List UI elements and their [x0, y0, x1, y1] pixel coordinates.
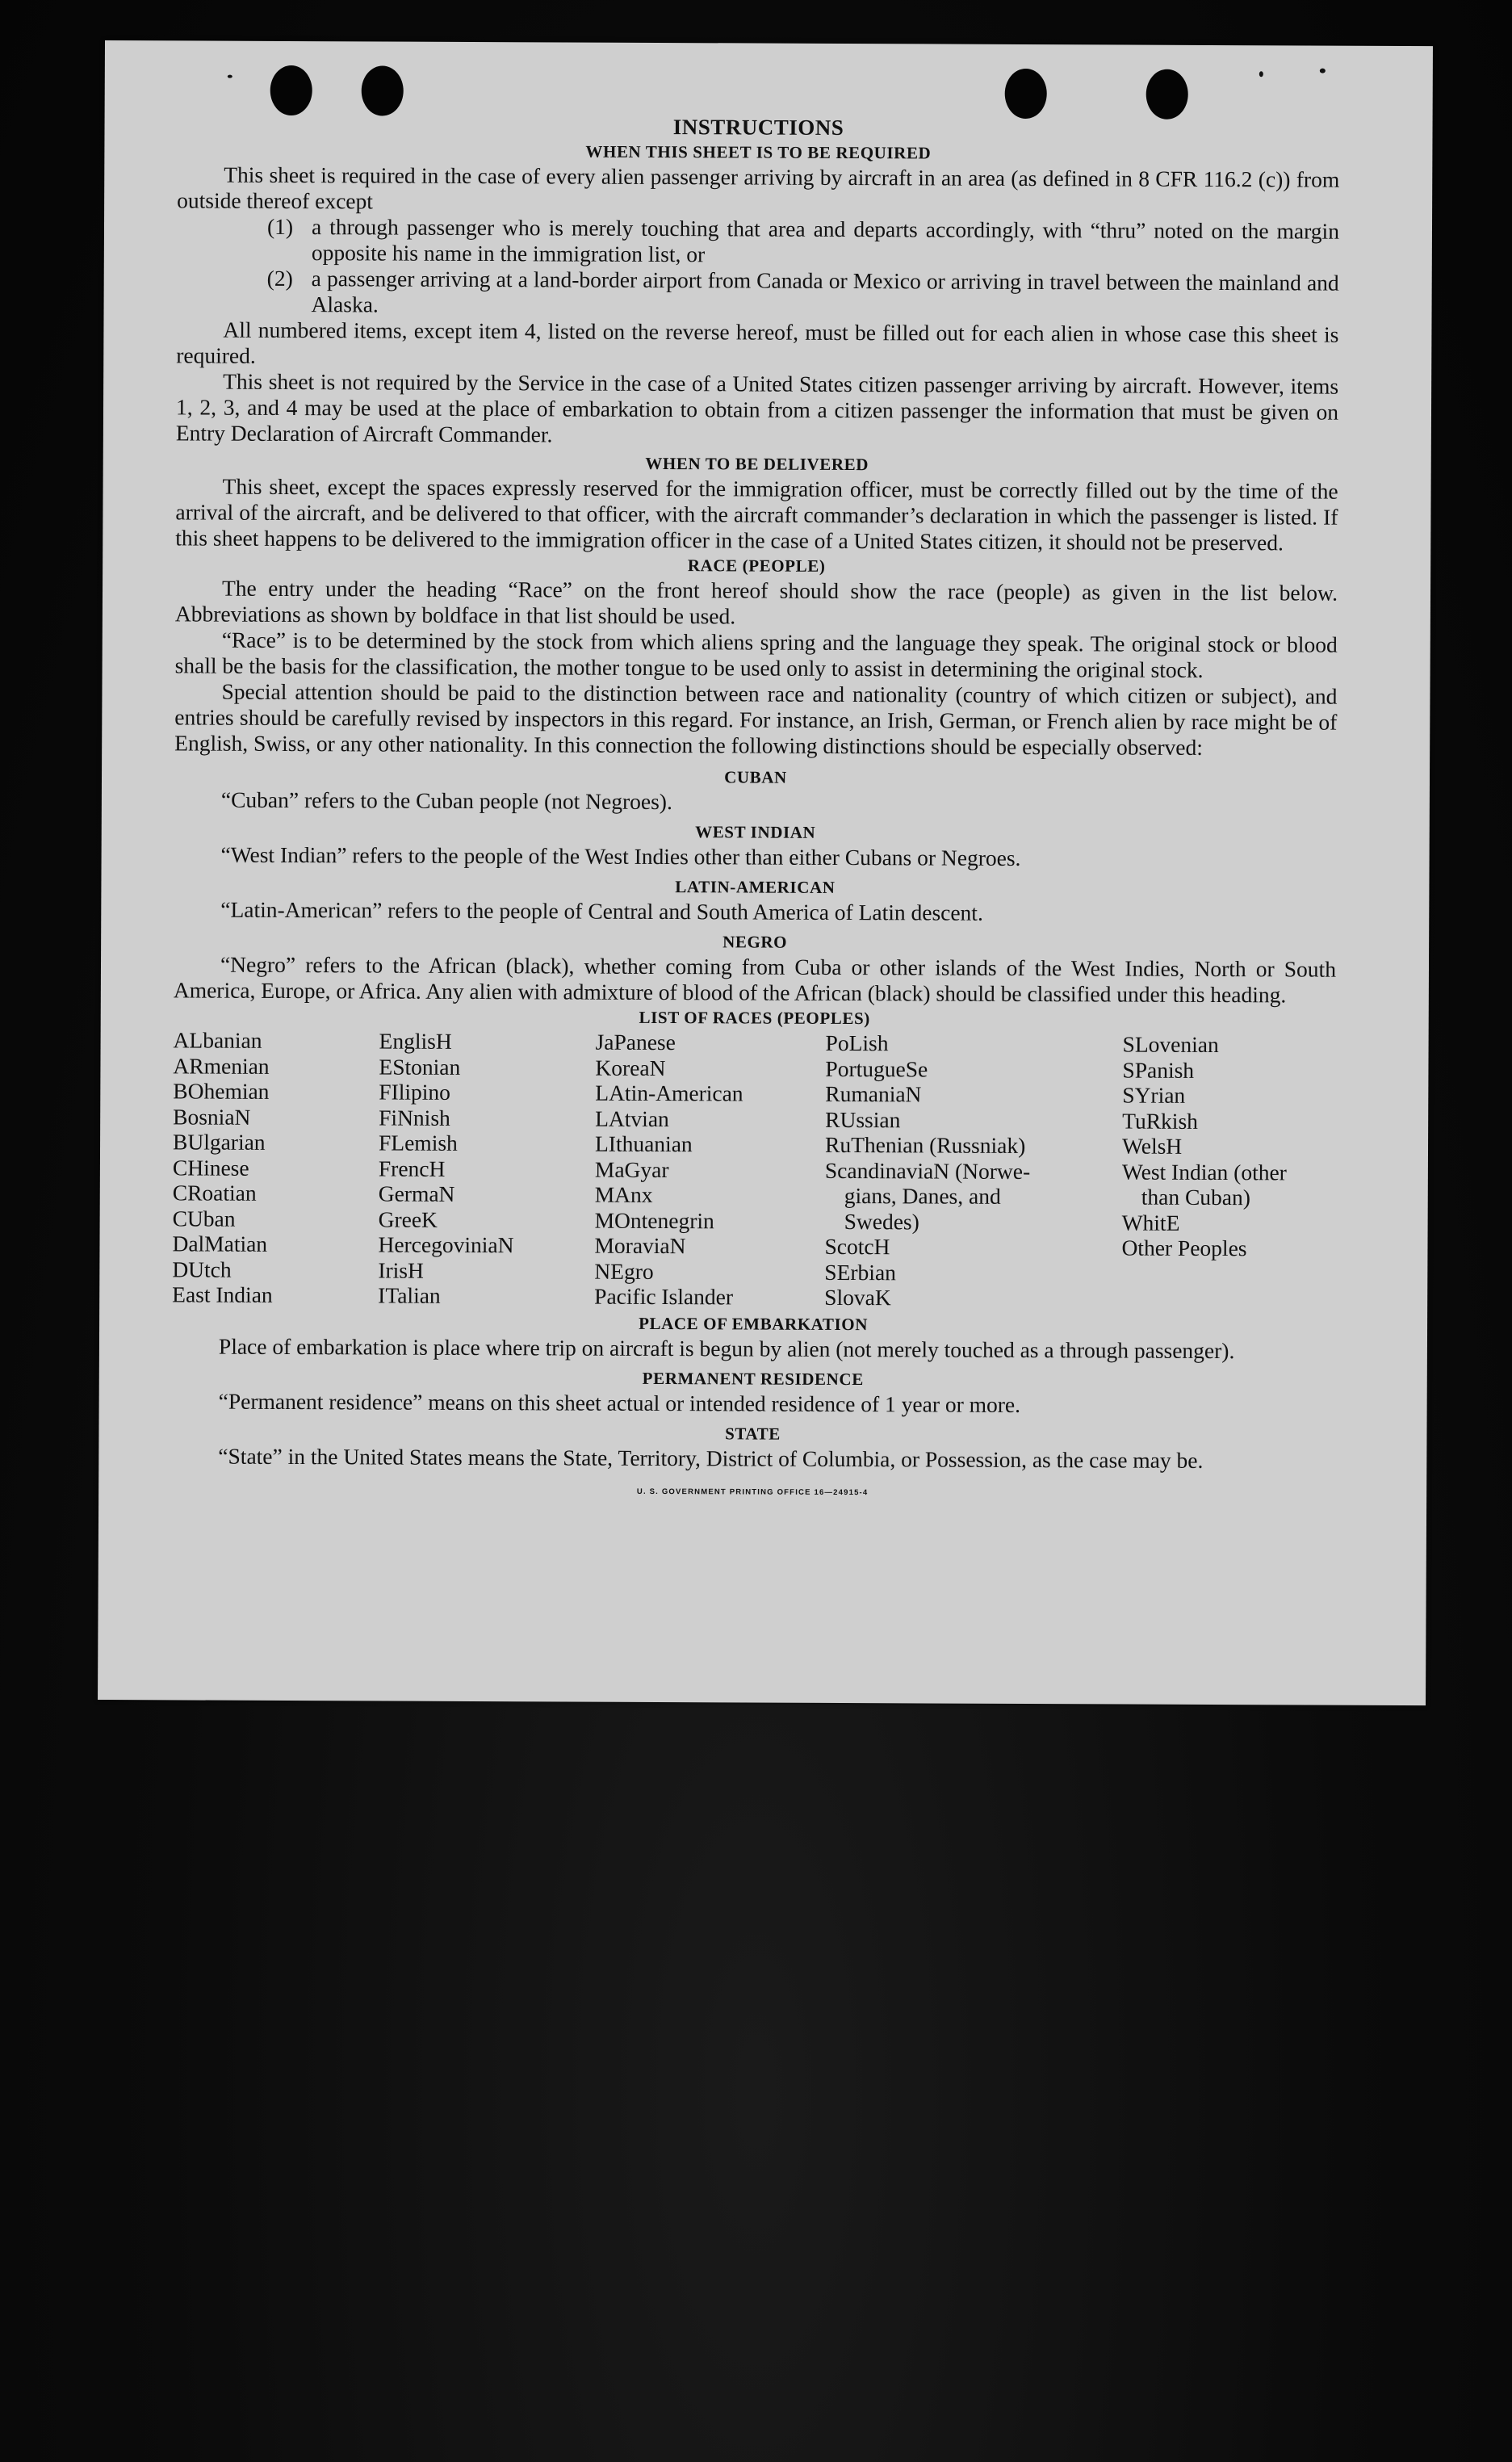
race-item: WelsH — [1121, 1133, 1183, 1159]
race-item: gians, Danes, and — [844, 1183, 1001, 1209]
race-item: LIthuanian — [594, 1130, 693, 1157]
race-item: KoreaN — [595, 1055, 666, 1080]
list-text: a passenger arriving at a land-border airport from Canada or Mexico or arriving in travel between the mainland and Alaska. — [311, 266, 1339, 317]
races-column — [594, 1030, 826, 1311]
race-item: ARmenian — [173, 1052, 270, 1079]
document-title: INSTRUCTIONS — [672, 115, 844, 140]
race-item: JaPanese — [595, 1029, 676, 1055]
dust-speck — [228, 75, 232, 78]
race-item: Pacific Islander — [594, 1283, 734, 1310]
races-column — [172, 1027, 379, 1308]
race-item: BOhemian — [173, 1078, 270, 1104]
race-item: than Cuban) — [1141, 1184, 1251, 1210]
race-item: BosniaN — [173, 1103, 251, 1130]
punch-hole — [270, 65, 312, 115]
definition-heading: WEST INDIAN — [695, 822, 816, 842]
race-item: LAtvian — [595, 1105, 669, 1131]
list-item — [177, 265, 1339, 321]
definition-heading: NEGRO — [722, 932, 788, 952]
races-column — [1121, 1032, 1336, 1313]
punch-hole — [1005, 69, 1047, 119]
dust-speck — [1259, 71, 1263, 77]
definition-heading: LATIN-AMERICAN — [675, 877, 836, 897]
race-item: SErbian — [824, 1259, 897, 1285]
definition-text: “Latin-American” refers to the people of Central and South America of Latin descent. — [220, 896, 983, 925]
races-column — [824, 1030, 1123, 1311]
race-item: MOntenegrin — [594, 1207, 714, 1233]
race-item: RumaniaN — [825, 1080, 922, 1107]
race-item: MoraviaN — [594, 1232, 686, 1259]
race-item: IrisH — [378, 1256, 424, 1283]
race-item: EStonian — [379, 1053, 461, 1080]
race-item: WhitE — [1121, 1210, 1180, 1235]
race-item: SLovenian — [1122, 1031, 1219, 1058]
paragraph: This sheet is required in the case of every alien passenger arriving by aircraft in an area (as defined in 8 CFR 116.2 (c)) from outside thereof except — [177, 161, 1340, 214]
paragraph: This sheet, except the spaces expressly reserved for the immigration officer, must be correctly filled out by the time of the arrival of the aircraft, and be delivered to that officer, with the aircraft commander’s declaration in which the passenger is listed. If this sheet happens to be delivered to the immigration officer in the case of a United States citizen, it should not be preserved. — [175, 473, 1338, 556]
punch-hole — [362, 65, 404, 115]
paragraph: “Permanent residence” means on this sheet actual or intended residence of 1 year or more. — [218, 1388, 1021, 1417]
race-item: FIlipino — [379, 1079, 451, 1105]
race-item: RUssian — [825, 1106, 901, 1132]
race-item: SlovaK — [824, 1284, 891, 1311]
document-page — [98, 40, 1433, 1705]
race-item: EnglisH — [379, 1028, 452, 1054]
paragraph: Special attention should be paid to the distinction between race and nationality (country of which citizen or subject), and entries should be carefully revised by inspectors in this regard. For instance, an Irish, German, or French alien by race might be of English, Swiss, or any other nationality. In this connection the following distinctions should be especially observed: — [174, 678, 1338, 760]
race-item: TuRkish — [1122, 1108, 1199, 1134]
paragraph: The entry under the heading “Race” on the front hereof should show the race (people) as given in the list below. Abbreviations as shown by boldface in that list should be used. — [174, 575, 1338, 629]
section-heading: PLACE OF EMBARKATION — [639, 1313, 869, 1334]
definition-text: “Negro” refers to the African (black), whether coming from Cuba or other islands of the West Indies, North or South America, Europe, or Africa. Any alien with admixture of blood of the African (black) should be classified under this heading. — [173, 951, 1337, 1008]
race-item: DalMatian — [172, 1231, 268, 1256]
race-item: MaGyar — [594, 1156, 669, 1182]
race-item: Other Peoples — [1121, 1235, 1247, 1261]
section-heading: PERMANENT RESIDENCE — [642, 1368, 864, 1389]
instructions-text — [171, 111, 1340, 1508]
race-item: SYrian — [1122, 1082, 1186, 1108]
list-number: (2) — [266, 265, 293, 291]
races-heading: LIST OF RACES (PEOPLES) — [639, 1007, 870, 1029]
paragraph: “State” in the United States means the State, Territory, District of Columbia, or Possession, as the case may be. — [218, 1443, 1204, 1473]
dust-speck — [1320, 69, 1326, 73]
race-item: DUtch — [172, 1256, 232, 1282]
section-heading: WHEN TO BE DELIVERED — [645, 453, 869, 475]
paragraph: “Race” is to be determined by the stock from which aliens spring and the language they speak. The original stock or blood shall be the basis for the classification, the mother tongue to be used only to assist in determining the original stock. — [174, 627, 1338, 682]
race-item: Swedes) — [844, 1208, 919, 1234]
list-number: (1) — [266, 213, 294, 240]
race-item: RuThenian (Russniak) — [824, 1131, 1026, 1158]
definition-text: “West Indian” refers to the people of the West Indies other than either Cubans or Negroes. — [220, 841, 1021, 870]
section-heading: RACE (PEOPLE) — [687, 556, 826, 576]
race-item: PoLish — [825, 1030, 889, 1056]
race-item: SPanish — [1122, 1057, 1195, 1083]
race-item: FLemish — [378, 1130, 458, 1156]
list-item — [177, 213, 1339, 270]
race-item: CHinese — [172, 1154, 249, 1181]
race-item: FrencH — [378, 1155, 446, 1181]
paragraph: This sheet is not required by the Service in the case of a United States citizen passenger arriving by aircraft. However, items 1, 2, 3, and 4 may be used at the place of embarkation to obtain from a citizen passenger the information that must be given on Entry Declaration of Aircraft Commander. — [175, 368, 1339, 447]
definition-text: “Cuban” refers to the Cuban people (not Negroes). — [220, 786, 672, 815]
races-column — [378, 1028, 596, 1309]
race-item: HercegoviniaN — [378, 1231, 514, 1258]
race-item: CRoatian — [172, 1180, 257, 1206]
race-item: BUlgarian — [172, 1129, 266, 1155]
definition-heading: CUBAN — [724, 767, 787, 787]
paragraph: Place of embarkation is place where trip on aircraft is begun by alien (not merely touched as a through passenger). — [218, 1333, 1235, 1363]
section-heading: WHEN THIS SHEET IS TO BE REQUIRED — [585, 141, 932, 163]
race-item: FiNnish — [379, 1104, 450, 1130]
paragraph: All numbered items, except item 4, listed on the reverse hereof, must be filled out for each alien in whose case this sheet is required. — [176, 317, 1339, 368]
race-item: GermaN — [378, 1181, 455, 1206]
race-item: ITalian — [378, 1282, 441, 1308]
race-item: LAtin-American — [595, 1080, 743, 1106]
printer-imprint: U. S. GOVERNMENT PRINTING OFFICE 16—24915-4 — [636, 1487, 869, 1497]
section-heading: STATE — [725, 1423, 781, 1444]
race-item: East Indian — [172, 1281, 273, 1307]
punch-hole — [1146, 69, 1188, 120]
race-item: PortugueSe — [825, 1055, 928, 1081]
race-item: ScotcH — [824, 1233, 890, 1260]
race-item: ScandinaviaN (Norwe- — [824, 1157, 1031, 1184]
race-item: MAnx — [594, 1181, 653, 1207]
race-item: GreeK — [378, 1206, 438, 1232]
races-list — [172, 1027, 1335, 1312]
race-item: CUban — [172, 1205, 236, 1231]
race-item: NEgro — [594, 1258, 654, 1284]
list-text: a through passenger who is merely touching that area and departs accordingly, with “thru” noted on the margin opposite his name in the immigration list, or — [311, 214, 1340, 267]
race-item: ALbanian — [173, 1027, 262, 1053]
race-item: West Indian (other — [1121, 1159, 1287, 1185]
